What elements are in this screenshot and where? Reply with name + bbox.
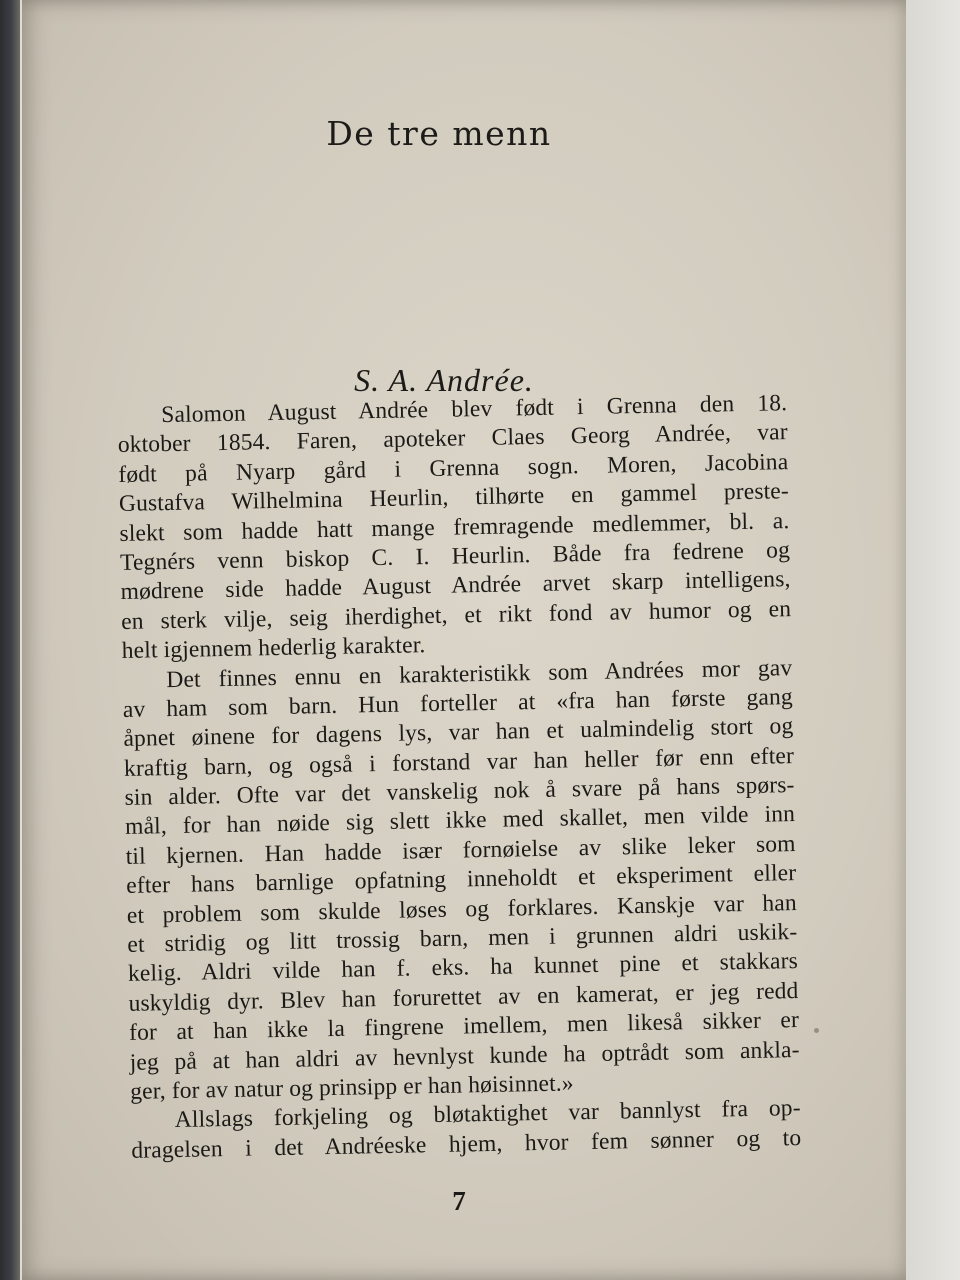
section-title: S. A. Andrée. [354, 362, 534, 398]
text-line: dragelsen i det Andréeske hjem, hvor fem sønner og to [131, 1124, 802, 1164]
text-line: for at han ikke la fingrene imellem, men likeså sikker er [128, 1007, 800, 1047]
text-line: Det finnes ennu en karakteristikk som Andrées mor gav [166, 654, 793, 693]
text-line: sin alder. Ofte var det vanskelig nok å svare på hans spørs- [124, 772, 795, 812]
text-line: efter hans barnlige opfatning inneholdt et eksperiment eller [126, 860, 797, 900]
text-line: Gustafva Wilhelmina Heurlin, tilhørte en gammel preste- [118, 478, 790, 518]
text-line: av ham som barn. Hun forteller at «fra han første gang [122, 683, 794, 723]
text-line: kraftig barn, og også i forstand var han heller før enn efter [123, 742, 795, 782]
text-line: født på Nyarp gård i Grenna sogn. Moren, Jacobina [118, 448, 789, 488]
text-line: uskyldig dyr. Blev han forurettet av en kamerat, er jeg redd [128, 977, 799, 1017]
text-line: ger, for av natur og prinsipp er han høisinnet.» [129, 1070, 574, 1105]
page-number: 7 [452, 1186, 466, 1216]
text-line: kelig. Aldri vilde han f. eks. ha kunnet pine et stakkars [127, 948, 799, 988]
text-line: helt igjennem hederlig karakter. [121, 632, 426, 665]
text-line: til kjernen. Han hadde især fornøielse av slike leker som [125, 830, 796, 870]
text-line: jeg på at han aldri av hevnlyst kunde ha optrådt som ankla- [129, 1036, 800, 1076]
text-line: mødrene side hadde August Andrée arvet skarp intelligens, [120, 566, 791, 606]
text-line: Tegnérs venn biskop C. I. Heurlin. Både fra fedrene og [119, 537, 791, 576]
text-line: et stridig og litt trossig barn, men i grunnen aldri uskik- [127, 919, 798, 958]
text-line: Salomon August Andrée blev født i Grenna den 18. [161, 390, 788, 429]
text-line: mål, for han nøide sig slett ikke med skallet, men vilde inn [124, 801, 796, 841]
text-line: åpnet øinene for dagens lys, var han et ualmindelig stort og [123, 713, 794, 753]
text-line: oktober 1854. Faren, apoteker Claes Georg Andrée, var [117, 419, 788, 459]
text-line: slekt som hadde hatt mange fremragende medlemmer, bl. a. [119, 507, 790, 547]
paper-speck [814, 1028, 819, 1033]
chapter-title: De tre menn [326, 114, 552, 153]
table-surface [900, 0, 960, 1280]
body-text [117, 389, 802, 1166]
book-spine [0, 0, 20, 1280]
book-page [14, 0, 906, 1280]
text-line: Allslags forkjeling og bløtaktighet var bannlyst fra op- [174, 1095, 801, 1134]
text-line: et problem som skulde løses og forklares. Kanskje var han [126, 889, 797, 929]
text-line: en sterk vilje, seig iherdighet, et rikt fond av humor og en [120, 595, 792, 635]
